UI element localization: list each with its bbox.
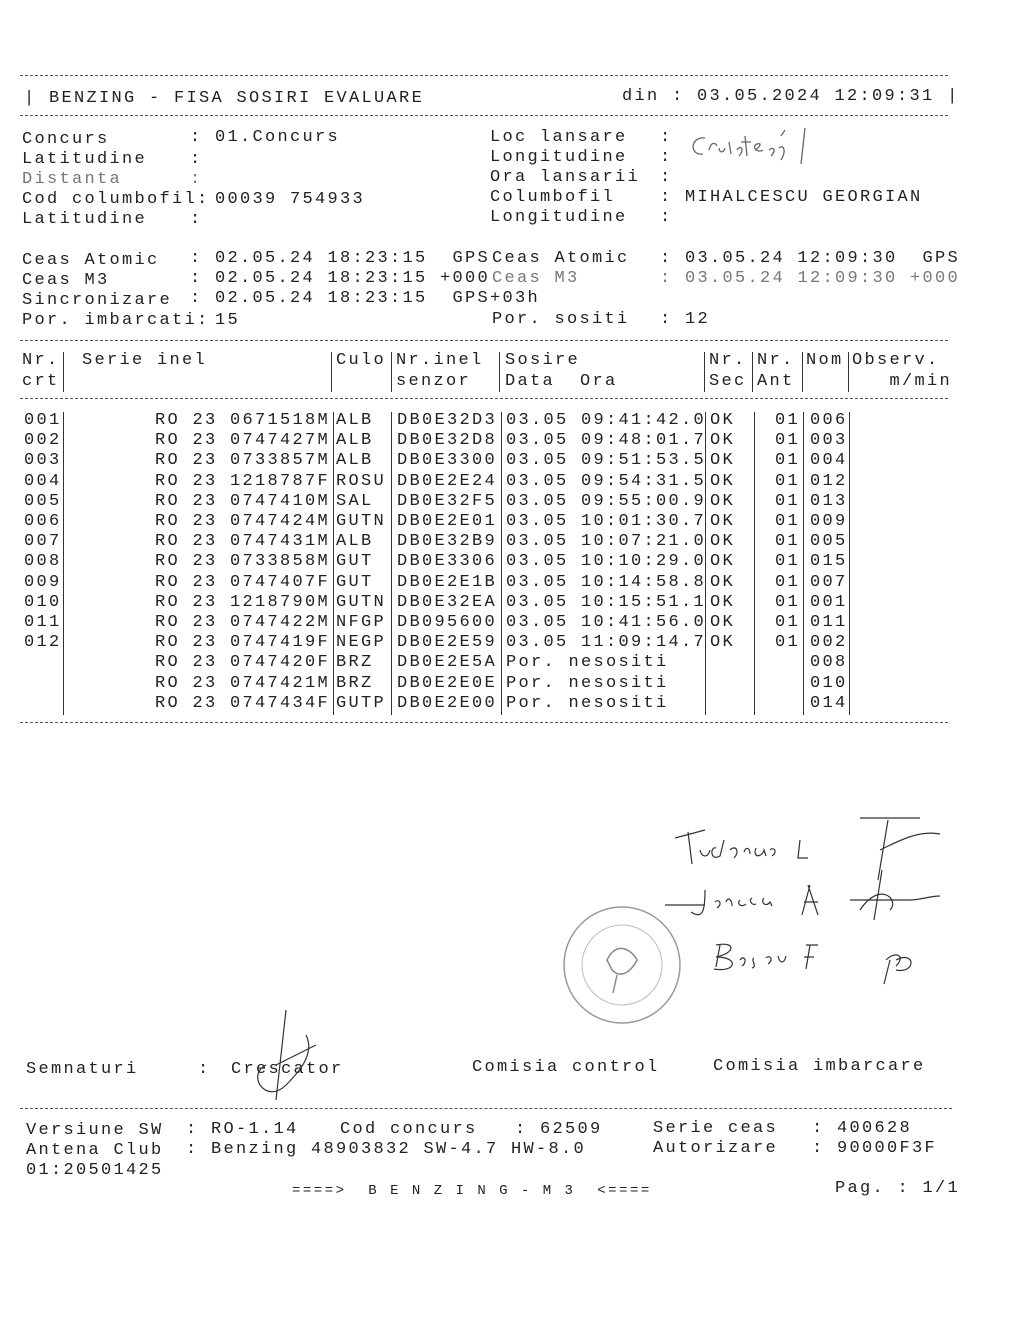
fancier-code-label: Cod columbofil: <box>22 190 210 209</box>
sector-status: OK <box>710 552 736 572</box>
antenna: 01 <box>774 613 800 632</box>
ring-series: RO 23 0733858M <box>154 552 330 572</box>
nomination: 001 <box>810 592 848 612</box>
arrival-time: Por. nesositi <box>506 673 669 693</box>
ring-series: RO 23 0747420F <box>154 653 330 673</box>
ring-series: RO 23 0747422M <box>154 613 330 632</box>
color: GUT <box>336 552 374 572</box>
nomination: 005 <box>810 532 848 552</box>
arrival-time: Por. nesositi <box>506 693 669 713</box>
date-label: din : <box>622 87 685 106</box>
club-id: 01:20501425 <box>26 1161 164 1180</box>
row-number: 011 <box>24 613 62 632</box>
release-time-value: : <box>660 168 673 187</box>
nomination: 011 <box>810 613 848 632</box>
antenna: 01 <box>774 431 800 451</box>
row-number: 007 <box>24 532 62 552</box>
arrival-atomic-value: : 03.05.24 12:09:30 GPS <box>660 249 961 268</box>
col-ant-1: Nr. <box>757 351 795 370</box>
ring-series: RO 23 0747410M <box>154 491 330 511</box>
color: NEGP <box>336 633 387 653</box>
col-serie: Serie inel <box>82 351 208 370</box>
nomination: 004 <box>810 451 848 471</box>
arrived-label: Por. sositi <box>492 310 630 329</box>
sensor-ring: DB0E32D8 <box>397 431 498 451</box>
col-sosire-2: Data Ora <box>505 372 618 391</box>
sector-status: OK <box>710 613 736 632</box>
col-nr-2: crt <box>22 372 60 391</box>
col-ant-2: Ant <box>757 372 795 391</box>
contest-code-label: Cod concurs <box>340 1120 478 1139</box>
arrival-time: 03.05 09:48:01.7 <box>506 431 707 451</box>
arrived-value: : 12 <box>660 310 711 329</box>
sw-version-label: Versiune SW <box>26 1121 164 1140</box>
clock-m3-value: : 02.05.24 18:23:15 +000 <box>190 269 491 288</box>
color: GUT <box>336 572 374 592</box>
sector-status: OK <box>710 491 736 511</box>
divider <box>20 115 948 116</box>
row-number: 006 <box>24 512 62 531</box>
row-number: 010 <box>24 592 62 612</box>
ring-series: RO 23 0747431M <box>154 532 330 552</box>
latitude2-value: : <box>190 210 203 229</box>
nomination: 006 <box>810 411 848 430</box>
arrival-time: 03.05 10:15:51.1 <box>506 592 707 612</box>
title-bar: | BENZING - FISA SOSIRI EVALUARE <box>24 89 425 108</box>
color: BRZ <box>336 653 374 673</box>
nomination: 012 <box>810 471 848 491</box>
banner: ====> B E N Z I N G - M 3 <==== <box>292 1183 652 1199</box>
sensor-ring: DB0E2E01 <box>397 512 498 531</box>
antenna: 01 <box>774 471 800 491</box>
arrival-time: Por. nesositi <box>506 653 669 673</box>
sector-status: OK <box>710 633 736 653</box>
antenna: 01 <box>774 411 800 430</box>
arrival-atomic-label: Ceas Atomic <box>492 249 630 268</box>
row-number: 003 <box>24 451 62 471</box>
color: BRZ <box>336 673 374 693</box>
arrival-time: 03.05 09:41:42.0 <box>506 411 707 430</box>
release-time-label: Ora lansarii <box>490 168 641 187</box>
color: ALB <box>336 431 374 451</box>
fancier-label: Columbofil <box>490 188 616 207</box>
sensor-ring: DB0E2E00 <box>397 693 498 713</box>
row-number: 012 <box>24 633 62 653</box>
color: ALB <box>336 451 374 471</box>
color: GUTP <box>336 693 387 713</box>
arrival-time: 03.05 10:07:21.0 <box>506 532 707 552</box>
sensor-ring: DB095600 <box>397 613 498 632</box>
nomination: 003 <box>810 431 848 451</box>
col-nom: Nom <box>806 351 844 370</box>
concurs-value: : 01.Concurs <box>190 128 341 147</box>
sync-value: : 02.05.24 18:23:15 GPS+03h <box>190 289 541 308</box>
nomination: 013 <box>810 491 848 511</box>
sensor-ring: DB0E32B9 <box>397 532 498 552</box>
club-antenna-value: : Benzing 48903832 SW-4.7 HW-8.0 <box>186 1140 587 1159</box>
nomination: 002 <box>810 633 848 653</box>
ring-series: RO 23 0747419F <box>154 633 330 653</box>
antenna: 01 <box>774 592 800 612</box>
concurs-label: Concurs <box>22 130 110 149</box>
antenna: 01 <box>774 532 800 552</box>
clock-atomic-label: Ceas Atomic <box>22 251 160 270</box>
divider <box>20 1108 952 1109</box>
club-antenna-label: Antena Club <box>26 1141 164 1160</box>
ring-series: RO 23 0747434F <box>154 693 330 713</box>
divider <box>20 722 948 723</box>
ring-series: RO 23 0671518M <box>154 411 330 430</box>
sensor-ring: DB0E32D3 <box>397 411 498 430</box>
signatures-label: Semnaturi <box>26 1060 139 1079</box>
release-place-colon: : <box>660 128 673 147</box>
col-obs-2: m/min <box>889 372 952 391</box>
col-sec-2: Sec <box>709 372 747 391</box>
sensor-ring: DB0E2E1B <box>397 572 498 592</box>
color: NFGP <box>336 613 387 632</box>
ring-series: RO 23 0733857M <box>154 451 330 471</box>
antenna: 01 <box>774 552 800 572</box>
breeder-signature-label: Crescator <box>231 1060 344 1079</box>
antenna: 01 <box>774 633 800 653</box>
embarked-value: 15 <box>215 311 241 330</box>
arrival-time: 03.05 10:14:58.8 <box>506 572 707 592</box>
ring-series: RO 23 0747421M <box>154 673 330 693</box>
sector-status: OK <box>710 451 736 471</box>
color: GUTN <box>336 512 387 531</box>
ring-series: RO 23 0747407F <box>154 572 330 592</box>
row-number: 008 <box>24 552 62 572</box>
arrival-time: 03.05 09:54:31.5 <box>506 471 707 491</box>
sector-status: OK <box>710 592 736 612</box>
col-culo: Culo <box>336 351 387 370</box>
clock-m3-label: Ceas M3 <box>22 271 110 290</box>
arrival-time: 03.05 11:09:14.7 <box>506 633 707 653</box>
contest-code-value: : 62509 <box>515 1120 603 1139</box>
longitude2-value: : <box>660 208 673 227</box>
boarding-committee-label: Comisia imbarcare <box>713 1057 926 1076</box>
ring-series: RO 23 0747427M <box>154 431 330 451</box>
arrival-time: 03.05 10:10:29.0 <box>506 552 707 572</box>
latitude-label: Latitudine <box>22 150 148 169</box>
nomination: 015 <box>810 552 848 572</box>
latitude2-label: Latitudine <box>22 210 148 229</box>
sensor-ring: DB0E32F5 <box>397 491 498 511</box>
authorization-label: Autorizare <box>653 1139 779 1158</box>
col-sosire-1: Sosire <box>505 351 581 370</box>
sector-status: OK <box>710 431 736 451</box>
arrival-m3-label: Ceas M3 <box>492 269 580 288</box>
authorization-value: : 90000F3F <box>812 1139 938 1158</box>
sensor-ring: DB0E2E24 <box>397 471 498 491</box>
row-number: 004 <box>24 471 62 491</box>
longitude-value: : <box>660 148 673 167</box>
clock-serial-value: : 400628 <box>812 1119 913 1138</box>
sync-label: Sincronizare <box>22 291 173 310</box>
col-sec-1: Nr. <box>709 351 747 370</box>
color: ALB <box>336 532 374 552</box>
signatures-colon: : <box>198 1060 211 1079</box>
sector-status: OK <box>710 471 736 491</box>
release-place-label: Loc lansare <box>490 128 628 147</box>
sensor-ring: DB0E2E59 <box>397 633 498 653</box>
color: ALB <box>336 411 374 430</box>
latitude-value: : <box>190 150 203 169</box>
row-number: 002 <box>24 431 62 451</box>
breeder-signature <box>236 1005 326 1105</box>
nomination: 010 <box>810 673 848 693</box>
ring-series: RO 23 1218790M <box>154 592 330 612</box>
report-date: din : 03.05.2024 12:09:31 | <box>622 87 960 106</box>
arrival-time: 03.05 09:51:53.5 <box>506 451 707 471</box>
sensor-ring: DB0E3306 <box>397 552 498 572</box>
divider <box>20 340 948 341</box>
nomination: 009 <box>810 512 848 531</box>
sensor-ring: DB0E32EA <box>397 592 498 612</box>
nomination: 007 <box>810 572 848 592</box>
nomination: 008 <box>810 653 848 673</box>
ring-series: RO 23 0747424M <box>154 512 330 531</box>
ring-series: RO 23 1218787F <box>154 471 330 491</box>
longitude2-label: Longitudine <box>490 208 628 227</box>
divider <box>20 398 948 399</box>
handwritten-release-place <box>685 120 835 170</box>
col-obs-1: Observ. <box>852 351 940 370</box>
sensor-ring: DB0E2E5A <box>397 653 498 673</box>
arrival-time: 03.05 09:55:00.9 <box>506 491 707 511</box>
color: GUTN <box>336 592 387 612</box>
color: ROSU <box>336 471 387 491</box>
antenna: 01 <box>774 512 800 531</box>
antenna: 01 <box>774 572 800 592</box>
report-title: BENZING - FISA SOSIRI EVALUARE <box>49 89 425 108</box>
arrival-m3-value: : 03.05.24 12:09:30 +000 <box>660 269 961 288</box>
distance-label: Distanta <box>22 170 123 189</box>
row-number: 001 <box>24 411 62 430</box>
row-number: 009 <box>24 572 62 592</box>
col-nr-1: Nr. <box>22 351 60 370</box>
club-stamp <box>562 905 682 1025</box>
col-senzor-2: senzor <box>396 372 472 391</box>
divider <box>20 75 948 76</box>
longitude-label: Longitudine <box>490 148 628 167</box>
nomination: 014 <box>810 693 848 713</box>
sector-status: OK <box>710 532 736 552</box>
sensor-ring: DB0E2E0E <box>397 673 498 693</box>
col-senzor-1: Nr.inel <box>396 351 484 370</box>
page-number: Pag. : 1/1 <box>835 1179 961 1198</box>
embarked-label: Por. imbarcati: <box>22 311 210 330</box>
sensor-ring: DB0E3300 <box>397 451 498 471</box>
date-value: 03.05.2024 12:09:31 <box>697 87 935 106</box>
row-number: 005 <box>24 491 62 511</box>
sw-version-value: : RO-1.14 <box>186 1120 299 1139</box>
arrival-time: 03.05 10:41:56.0 <box>506 613 707 632</box>
sector-status: OK <box>710 512 736 531</box>
arrival-time: 03.05 10:01:30.7 <box>506 512 707 531</box>
control-committee-label: Comisia control <box>472 1058 660 1077</box>
fancier-name: : MIHALCESCU GEORGIAN <box>660 188 923 207</box>
color: SAL <box>336 491 374 511</box>
committee-signatures <box>660 810 980 1010</box>
sector-status: OK <box>710 411 736 430</box>
fancier-code-value: 00039 754933 <box>215 190 366 209</box>
distance-value: : <box>190 170 203 189</box>
clock-atomic-value: : 02.05.24 18:23:15 GPS <box>190 249 491 268</box>
antenna: 01 <box>774 451 800 471</box>
clock-serial-label: Serie ceas <box>653 1119 779 1138</box>
sector-status: OK <box>710 572 736 592</box>
antenna: 01 <box>774 491 800 511</box>
